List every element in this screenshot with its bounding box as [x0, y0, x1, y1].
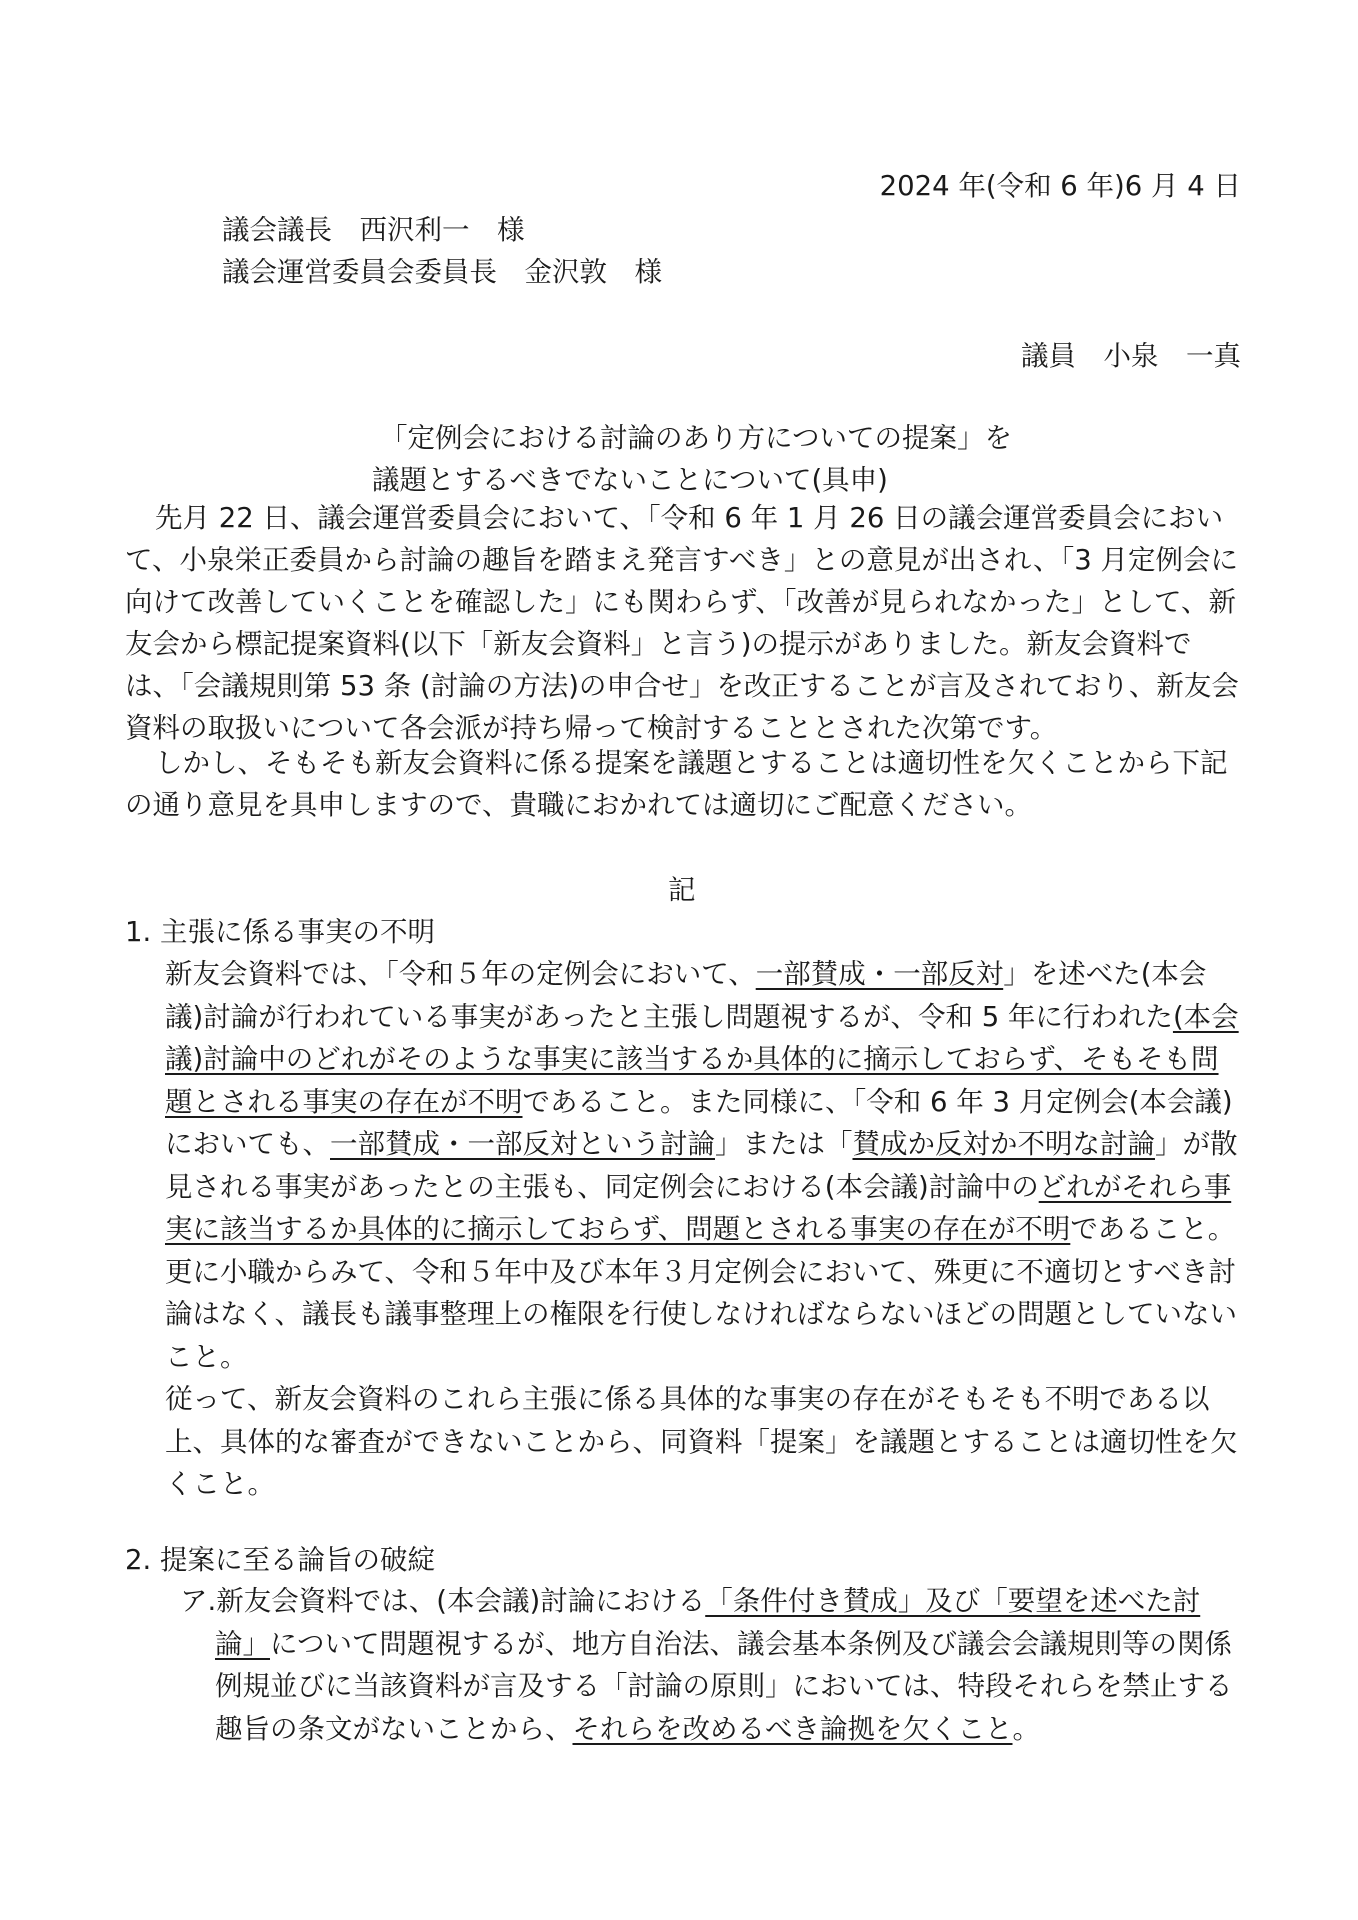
text-run: 」を述べた(本会議)討論が行われている事実があったと主張し問題視するが、令和 5 年に行われた — [165, 958, 1207, 1033]
section-1-paragraph-3: 従って、新友会資料のこれら主張に係る具体的な事実の存在がそもそも不明である以上、具体的な審査ができないことから、同資料「提案」を議題とすることは適切性を欠くこと。 — [165, 1383, 1238, 1500]
underlined-text: 賛成か反対か不明な討論 — [852, 1128, 1155, 1160]
section-1-paragraph-2: 更に小職からみて、令和５年中及び本年３月定例会において、殊更に不適切とすべき討論はなく、議長も議事整理上の権限を行使しなければならないほどの問題としていないこと。 — [165, 1255, 1237, 1373]
addressee-committee-chair: 議会運営委員会委員長 金沢敦 様 — [222, 256, 662, 288]
underlined-text: 一部賛成・一部反対 — [755, 958, 1004, 990]
title-line-1: 「定例会における討論のあり方についての提案」を — [380, 422, 1012, 454]
item-a-label: ア. — [180, 1585, 217, 1617]
intro-paragraph-1-text: 先月 22 日、議会運営委員会において、「令和 6 年 1 月 26 日の議会運営委員会において、小泉栄正委員から討論の趣旨を踏まえ発言すべき」との意見が出され、「3 月定例会に向けて改善していくことを確認した」にも関わらず、「改善が見られなかった」として、新友会から標記提案資料(以下「新友会資料」と言う)の提示がありました。新友会資料では、「会議規則第 53 条 (討論の方法)の申合せ」を改正することが言及されており、新友会資料の取扱いについて各会派が持ち帰って検討することとされた次第です。 — [125, 502, 1239, 744]
text-run: 」または「 — [715, 1128, 853, 1160]
section-2-body — [180, 1580, 1240, 1750]
section-1-paragraph-1 — [165, 953, 1240, 1251]
text-run: 新友会資料では、(本会議)討論における — [216, 1585, 706, 1617]
intro-paragraph-1 — [125, 497, 1240, 749]
underlined-text: それらを改めるべき論拠を欠くこと — [572, 1712, 1013, 1745]
text-run: であること。また同様に、「令和 6 年 3 月定例会(本会議)においても、 — [165, 1085, 1233, 1160]
document-date: 2024 年(令和 6 年)6 月 4 日 — [879, 170, 1241, 202]
section-1-heading: 1. 主張に係る事実の不明 — [125, 916, 435, 948]
text-run: について問題視するが、地方自治法、議会基本条例及び議会会議規則等の関係例規並びに当該資料が言及する「討論の原則」においては、特段それらを禁止する趣旨の条文がないことから、 — [215, 1627, 1233, 1745]
text-run: 新友会資料では、「令和５年の定例会において、 — [165, 958, 756, 990]
intro-paragraph-2 — [125, 742, 1240, 826]
text-run: 」が散見される事実があったとの主張も、 — [165, 1128, 1238, 1203]
underlined-text: どれがそれら事実に該当するか具体的に摘示しておらず、問題とされる事実の存在が不明 — [165, 1170, 1232, 1245]
intro-paragraph-2-text: しかし、そもそも新友会資料に係る提案を議題とすることは適切性を欠くことから下記の通り意見を具申しますので、貴職におかれては適切にご配意ください。 — [125, 747, 1228, 821]
section-1-body — [165, 953, 1240, 1506]
underlined-text: 「条件付き賛成」及び「要望を述べた討論」 — [215, 1585, 1201, 1660]
text-run: 。 — [1012, 1712, 1040, 1745]
title-line-2: 議題とするべきでないことについて(具申) — [372, 464, 888, 496]
text-run: であること。 — [1070, 1213, 1236, 1245]
addressee-chair: 議会議長 西沢利一 様 — [222, 214, 525, 246]
underlined-text: (本会議)討論中のどれがそのような事実に該当するか具体的に摘示しておらず、そもそも問題とされる事実の存在が不明 — [165, 1000, 1239, 1118]
section-2-item-a — [180, 1580, 1240, 1750]
ki-marker: 記 — [668, 874, 696, 906]
underlined-text: 一部賛成・一部反対という討論 — [330, 1128, 715, 1160]
sender: 議員 小泉 一真 — [1021, 340, 1241, 372]
section-2-heading: 2. 提案に至る論旨の破綻 — [125, 1544, 435, 1576]
text-run: 同定例会における(本会議)討論中の — [604, 1170, 1039, 1203]
